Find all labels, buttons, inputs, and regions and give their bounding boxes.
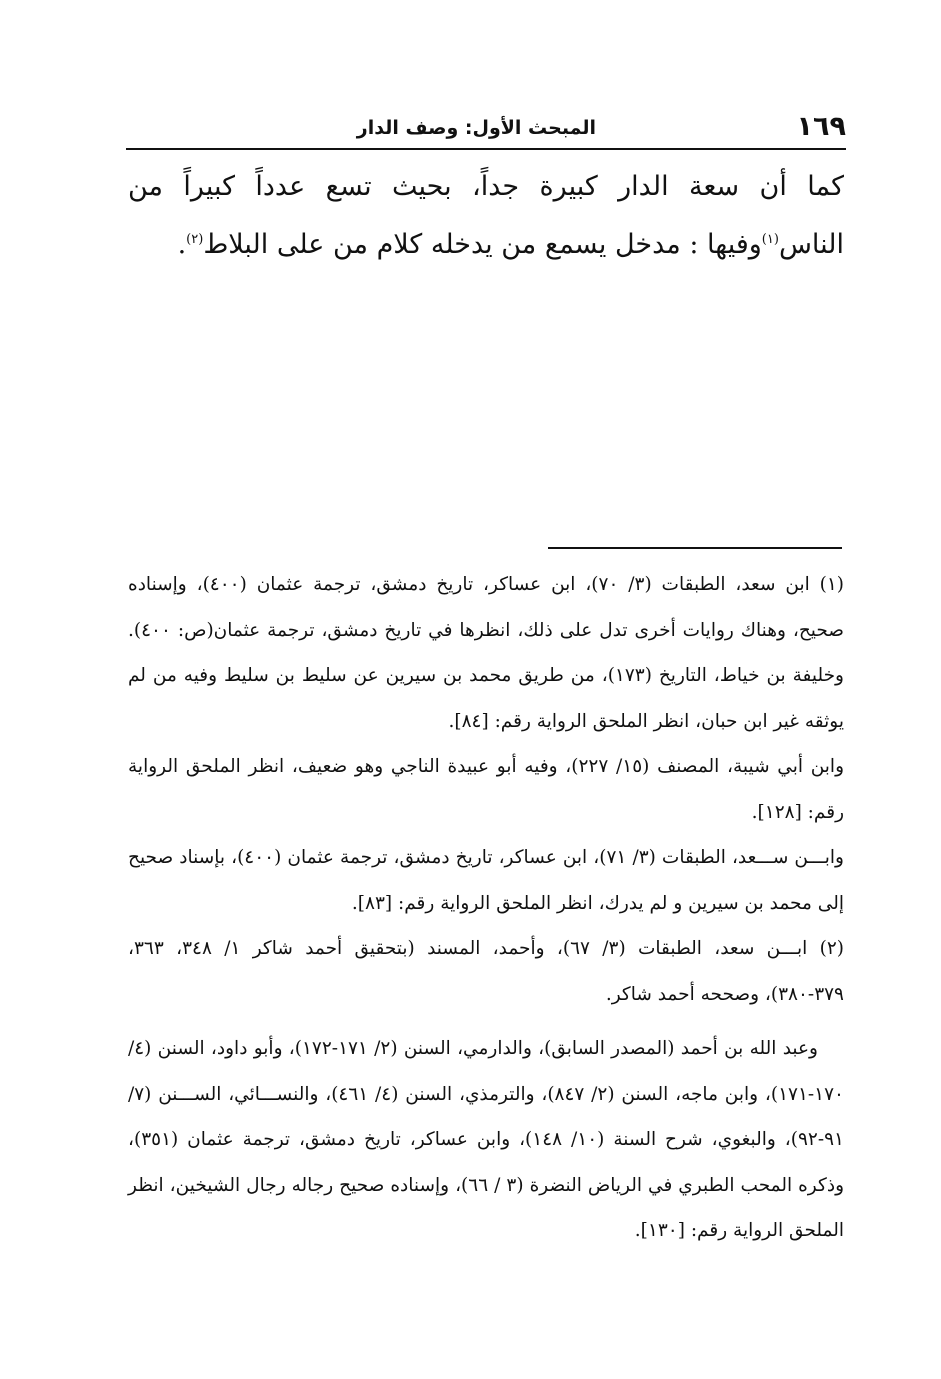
footnote-2: (٢) ابـــن سعد، الطبقات (٣/ ٦٧)، وأحمد، المسند (بتحقيق أحمد شاكر ١/ ٣٤٨، ٣٦٣، ٣٧٩-٣٨٠)، وصححه أحمد شاكر. bbox=[128, 938, 844, 1005]
footnote-1-continuation: وابـــن ســـعد، الطبقات (٣/ ٧١)، ابن عساكر، تاريخ دمشق، ترجمة عثمان (٤٠٠)، بإسناد صحيح إلى محمد بن سيرين و لم يدرك، انظر الملحق الرواية رقم: [٨٣]. bbox=[128, 847, 844, 914]
page-header bbox=[126, 108, 846, 150]
footnotes bbox=[128, 562, 844, 1254]
footnote-separator bbox=[548, 547, 842, 549]
footnote-1: (١) ابن سعد، الطبقات (٣/ ٧٠)، ابن عساكر، تاريخ دمشق، ترجمة عثمان (٤٠٠)، وإسناده صحيح، وهناك روايات أخرى تدل على ذلك، انظرها في تاريخ دمشق، ترجمة عثمان(ص: ٤٠٠). وخليفة بن خياط، التاريخ (١٧٣)، من طريق محمد بن سيرين عن سليط بن سليط وفيه من لم يوثقه غير ابن حبان، انظر الملحق الرواية رقم: [٨٤]. bbox=[128, 574, 844, 732]
main-paragraph bbox=[128, 158, 844, 274]
page-number: ١٦٩ bbox=[796, 111, 846, 142]
footnote-ref-2: (٢) bbox=[186, 232, 204, 247]
footnote-1-continuation: وابن أبي شيبة، المصنف (١٥/ ٢٢٧)، وفيه أبو عبيدة الناجي وهو ضعيف، انظر الملحق الرواية رقم: [١٢٨]. bbox=[128, 756, 845, 823]
body-text-segment: وفيها : مدخل يسمع من يدخله كلام من على البلاط bbox=[203, 229, 762, 260]
body-text-end: . bbox=[177, 229, 187, 260]
footnote-ref-1: (١) bbox=[761, 232, 779, 247]
body-text-segment: كما أن سعة الدار كبيرة جداً، بحيث تسع عدداً كبيراً من الناس bbox=[128, 171, 844, 260]
body-paragraph bbox=[128, 158, 844, 274]
footnote-2-continuation: وعبد الله بن أحمد (المصدر السابق)، والدارمي، السنن (٢/ ١٧١-١٧٢)، وأبو داود، السنن (٤/ ١٧٠-١٧١)، وابن ماجه، السنن (٢/ ٨٤٧)، والترمذي، السنن (٤/ ٤٦١)، والنســـائي، الســـنن (٧/ ٩١-٩٢)، والبغوي، شرح السنة (١٠/ ١٤٨)، وابن عساكر، تاريخ دمشق، ترجمة عثمان (٣٥١)، وذكره المحب الطبري في الرياض النضرة (٣ / ٦٦)، وإسناده صحيح رجاله رجال الشيخين، انظر الملحق الرواية رقم: [١٣٠]. bbox=[128, 1038, 844, 1241]
running-title: المبحث الأول: وصف الدار bbox=[356, 117, 596, 139]
